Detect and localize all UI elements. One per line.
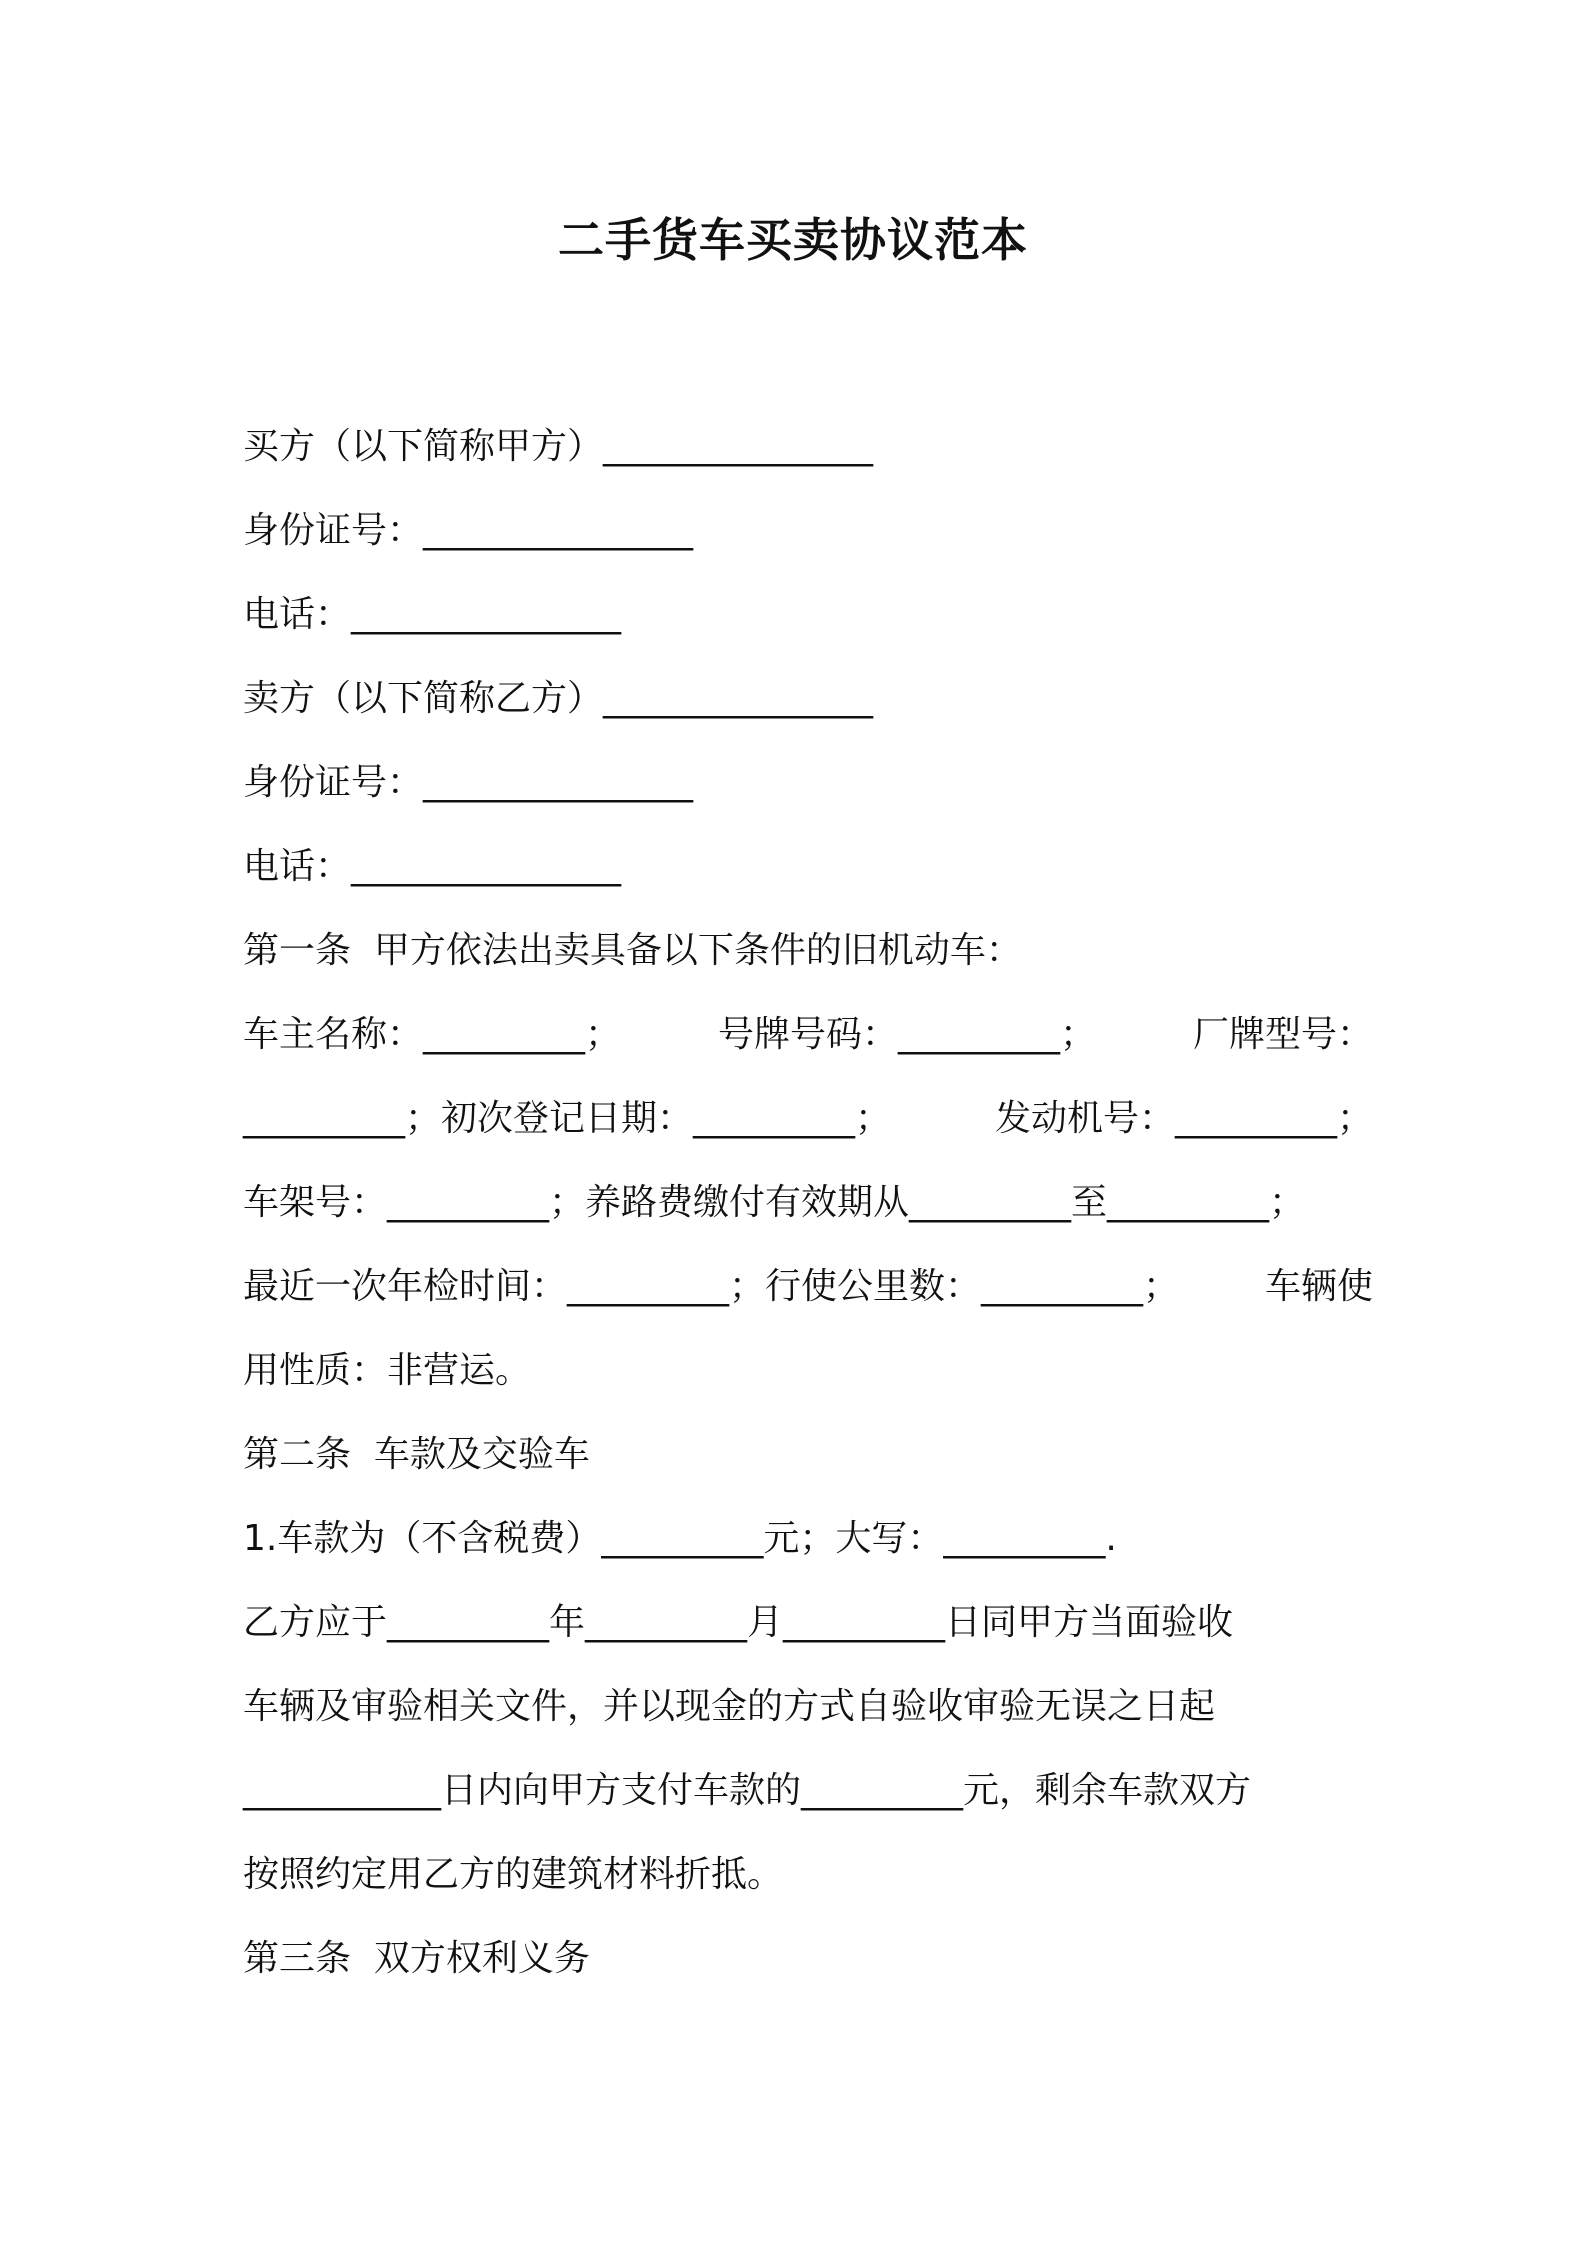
article2-line-3: 车辆及审验相关文件，并以现金的方式自验收审验无误之日起 — [243, 1686, 1216, 1727]
article1-line-1-part: 号牌号码：_________； — [717, 1014, 1096, 1055]
article1-line-2-part: _________；初次登记日期：_________； — [243, 1098, 892, 1139]
document-body — [243, 405, 1373, 2001]
article3-heading: 第三条 双方权利义务 — [243, 1938, 590, 1979]
buyer-line: 买方（以下简称甲方）_______________ — [243, 426, 874, 467]
article1-line-4-part: 车辆使 — [1264, 1266, 1373, 1307]
buyer-id-line: 身份证号：_______________ — [243, 510, 694, 551]
article1-line-2 — [243, 1077, 1373, 1161]
article1-line-3: 车架号：_________；养路费缴付有效期从_________至_________； — [243, 1182, 1306, 1223]
article2-line-2: 乙方应于_________年_________月_________日同甲方当面验收 — [243, 1602, 1234, 1643]
article2-heading: 第二条 车款及交验车 — [243, 1434, 590, 1475]
article1-line-2-part: 发动机号：_________； — [994, 1098, 1373, 1139]
buyer-phone-line: 电话：_______________ — [243, 594, 622, 635]
seller-phone-line: 电话：_______________ — [243, 846, 622, 887]
article1-line-1 — [243, 993, 1373, 1077]
article1-line-1-part: 车主名称：_________； — [243, 1014, 622, 1055]
document-title: 二手货车买卖协议范本 — [558, 213, 1028, 267]
article1-line-1-part: 厂牌型号： — [1192, 1014, 1373, 1055]
article1-line-4 — [243, 1245, 1373, 1329]
article1-line-5: 用性质：非营运。 — [243, 1350, 532, 1391]
article1-heading: 第一条 甲方依法出卖具备以下条件的旧机动车： — [243, 930, 1022, 971]
article2-line-4: ___________日内向甲方支付车款的_________元，剩余车款双方 — [243, 1770, 1252, 1811]
article2-line-5: 按照约定用乙方的建筑材料折抵。 — [243, 1854, 784, 1895]
seller-line: 卖方（以下简称乙方）_______________ — [243, 678, 874, 719]
seller-id-line: 身份证号：_______________ — [243, 762, 694, 803]
article2-line-1: 1.车款为（不含税费）_________元；大写：_________. — [243, 1518, 1117, 1559]
article1-line-4-part: 最近一次年检时间：_________；行使公里数：_________； — [243, 1266, 1180, 1307]
